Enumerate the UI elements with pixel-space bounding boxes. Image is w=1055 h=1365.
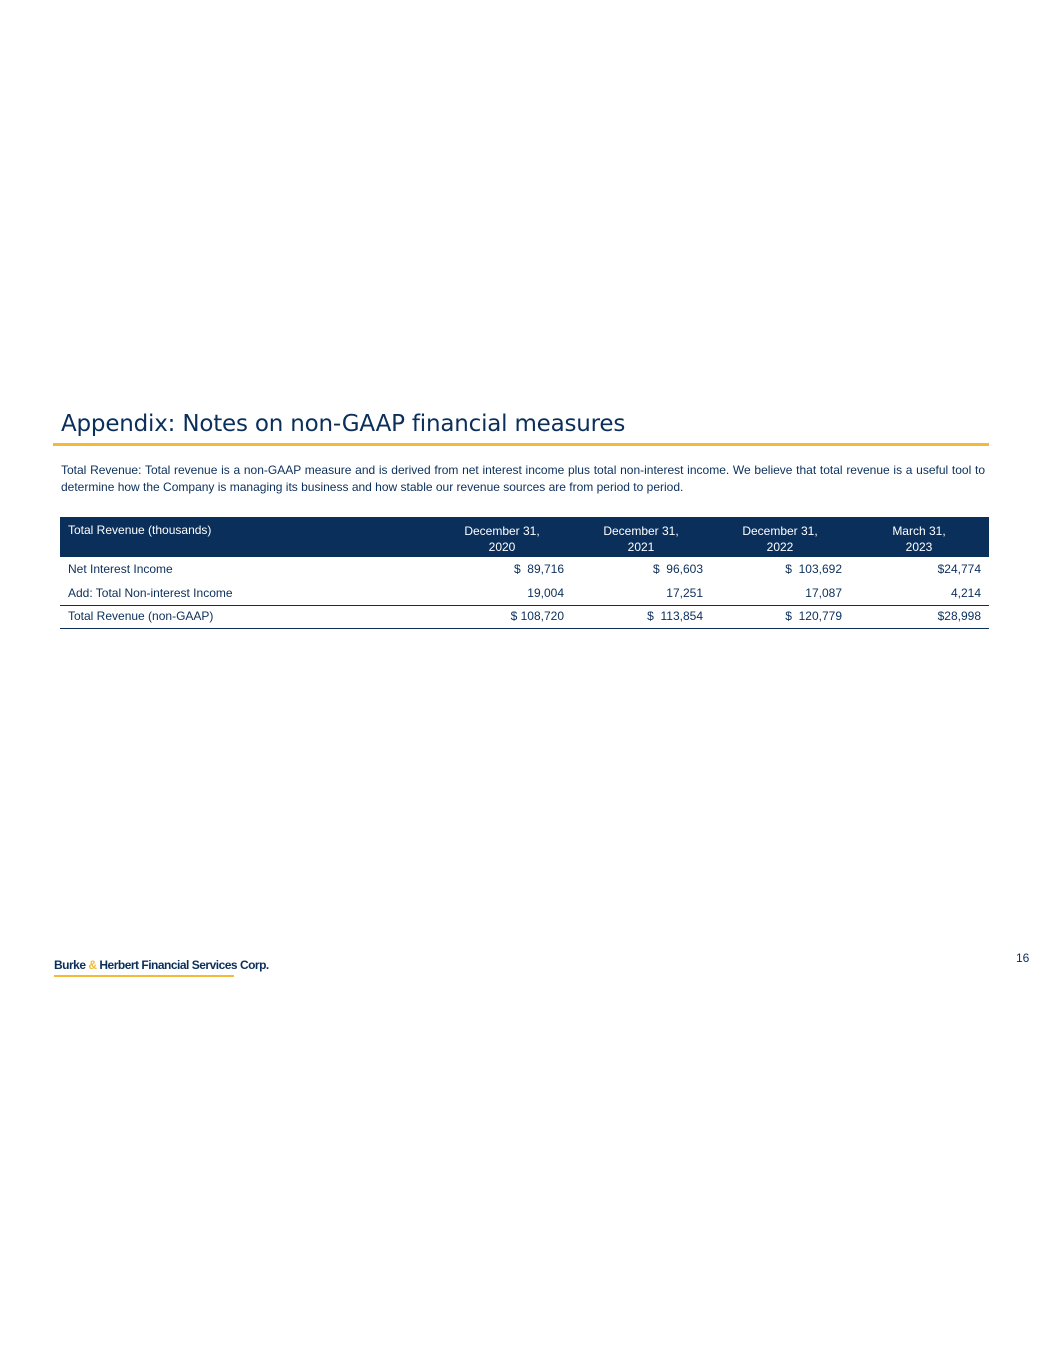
table-cell: $ 103,692 xyxy=(785,562,842,576)
revenue-table xyxy=(60,517,989,629)
logo-underline xyxy=(54,975,234,977)
column-header-line1: December 31, xyxy=(464,524,540,538)
row-label: Total Revenue (non-GAAP) xyxy=(68,609,214,623)
table-cell: $24,774 xyxy=(937,562,981,576)
logo-text-part1: Burke xyxy=(54,958,89,972)
company-logo xyxy=(54,958,269,972)
table-cell: $ 120,779 xyxy=(785,609,842,623)
column-header xyxy=(442,523,562,555)
logo-text-part2: Herbert Financial Services Corp. xyxy=(96,958,269,972)
table-cell: 17,087 xyxy=(805,586,842,600)
table-cell: 4,214 xyxy=(950,586,981,600)
table-cell: 19,004 xyxy=(527,586,564,600)
row-label: Add: Total Non-interest Income xyxy=(68,586,233,600)
logo-ampersand: & xyxy=(88,958,97,972)
row-label: Net Interest Income xyxy=(68,562,173,576)
column-header xyxy=(720,523,840,555)
column-header-line1: March 31, xyxy=(892,524,946,538)
table-cell: $ 96,603 xyxy=(652,562,703,576)
column-header-line2: 2021 xyxy=(627,540,655,554)
column-header-line1: December 31, xyxy=(742,524,818,538)
table-total-row xyxy=(60,605,989,629)
table-row xyxy=(60,581,989,605)
column-header-line2: 2022 xyxy=(766,540,794,554)
table-cell: 17,251 xyxy=(666,586,703,600)
table-cell: $ 108,720 xyxy=(510,609,564,623)
intro-paragraph: Total Revenue: Total revenue is a non-GAAP measure and is derived from net interest income plus total non-interest income. We believe that total revenue is a useful tool to determine how the Company is managing its business and how stable our revenue sources are from period to period. xyxy=(61,463,985,494)
table-header-label: Total Revenue (thousands) xyxy=(68,523,212,537)
column-header-line2: 2023 xyxy=(905,540,933,554)
table-header xyxy=(60,517,989,557)
table-cell: $28,998 xyxy=(937,609,981,623)
table-cell: $ 113,854 xyxy=(647,609,703,623)
column-header xyxy=(859,523,979,555)
page-number: 16 xyxy=(1016,951,1030,965)
column-header-line1: December 31, xyxy=(603,524,679,538)
table-cell: $ 89,716 xyxy=(513,562,564,576)
title-underline xyxy=(53,443,989,446)
column-header xyxy=(581,523,701,555)
column-header-line2: 2020 xyxy=(488,540,516,554)
page-title: Appendix: Notes on non-GAAP financial measures xyxy=(61,411,626,437)
table-row xyxy=(60,557,989,581)
